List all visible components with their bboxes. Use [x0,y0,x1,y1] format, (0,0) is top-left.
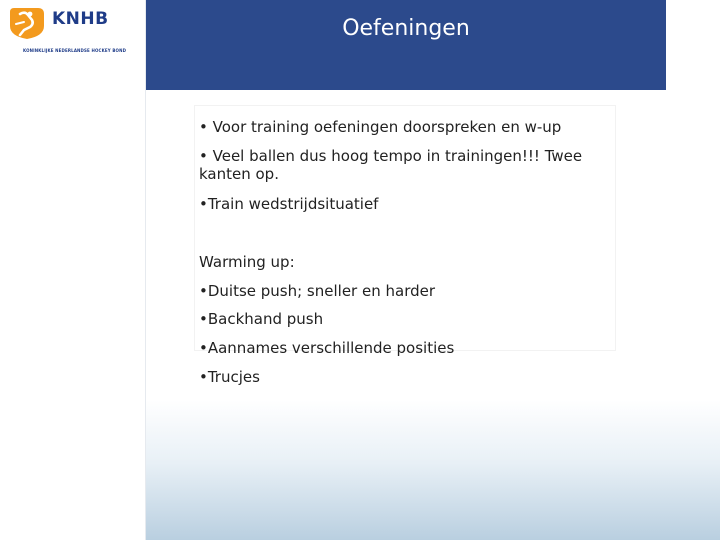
logo-wordmark: KNHB [52,9,109,29]
logo-subtitle: KONINKLIJKE NEDERLANDSE HOCKEY BOND [23,48,127,53]
bullet-item: • Veel ballen dus hoog tempo in trainingen!!! Twee kanten op. [199,147,583,183]
warmup-item: •Aannames verschillende posities [199,339,455,357]
warmup-item: •Trucjes [199,368,260,386]
title-bar [146,0,666,90]
bullet-item: • Voor training oefeningen doorspreken en w-up [199,118,562,136]
warmup-item: •Backhand push [199,310,324,328]
warmup-item: •Duitse push; sneller en harder [199,282,436,300]
knhb-logo [0,0,145,92]
warmup-heading: Warming up: [199,253,295,271]
bullet-item: •Train wedstrijdsituatief [199,195,379,213]
slide-title: Oefeningen [342,16,470,41]
hockey-player-logo-icon [8,6,46,40]
background-gradient [146,400,720,540]
